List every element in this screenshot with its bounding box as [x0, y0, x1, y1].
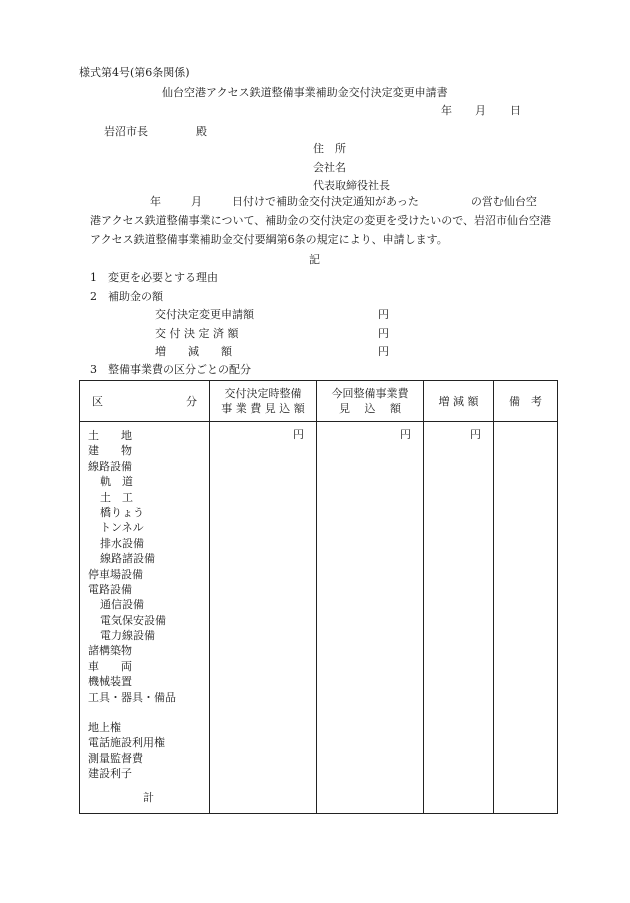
- header-category-left: 区: [92, 394, 103, 408]
- document-title: 仙台空港アクセス鉄道整備事業補助金交付決定変更申請書: [162, 86, 448, 99]
- difference-cell: [424, 422, 494, 814]
- category-item: 地上権: [88, 721, 121, 735]
- header-col2-line2: 見 込 額: [339, 402, 401, 415]
- date-day: 日: [510, 104, 521, 117]
- header-remarks: 備 考: [494, 381, 558, 422]
- category-item: 車 両: [88, 659, 132, 673]
- ki-heading: 記: [309, 253, 320, 266]
- body-text-rest: 港アクセス鉄道整備事業について、補助金の交付決定の変更を受けたいので、岩沼市仙台空港アクセス鉄道整備事業補助金交付要綱第6条の規定により、申請します。: [90, 214, 552, 246]
- section-2: 2 補助金の額: [90, 290, 163, 303]
- header-current-estimate: [317, 381, 424, 422]
- table-header-row: [80, 381, 558, 422]
- addressee-honorific: 殿: [196, 125, 207, 138]
- amount-label-change: 増 減 額: [155, 345, 232, 358]
- header-difference: 増 減 額: [424, 381, 494, 422]
- category-item: 通信設備: [100, 598, 144, 612]
- allocation-table: [79, 380, 558, 814]
- remarks-cell: [494, 422, 558, 814]
- body-text-a: 日付けで補助金交付決定通知があった: [232, 195, 419, 208]
- category-item: 土 工: [100, 490, 133, 504]
- body-year: 年: [150, 195, 161, 208]
- category-item: 諸構築物: [88, 644, 132, 658]
- section-1: 1 変更を必要とする理由: [90, 271, 218, 284]
- header-category: [80, 381, 210, 422]
- category-item: 建設利子: [88, 767, 132, 781]
- category-item: 建 物: [88, 444, 132, 458]
- amount-label-decided: 交 付 決 定 済 額: [155, 327, 239, 340]
- form-number: 様式第4号(第6条関係): [79, 66, 190, 79]
- header-col1-line2: 事 業 費 見 込 額: [221, 402, 305, 415]
- category-item: 排水設備: [100, 536, 144, 550]
- category-item: 線路設備: [88, 459, 132, 473]
- initial-estimate-cell: [210, 422, 317, 814]
- category-item: 電気保安設備: [100, 613, 166, 627]
- category-item: 軌 道: [100, 475, 133, 489]
- yen-unit-col1: 円: [293, 428, 304, 441]
- category-item: 橋りょう: [100, 505, 144, 519]
- table-body-row: [80, 422, 558, 814]
- request-paragraph: [90, 192, 558, 249]
- header-initial-estimate: [210, 381, 317, 422]
- header-col1-line1: 交付決定時整備: [224, 387, 302, 400]
- amount-label-requested: 交付決定変更申請額: [155, 308, 254, 321]
- category-item: 停車場設備: [88, 567, 143, 581]
- yen-unit-col3: 円: [470, 428, 481, 441]
- category-item: 測量監督費: [88, 751, 143, 765]
- yen-unit-col2: 円: [400, 428, 411, 441]
- date-month: 月: [475, 104, 486, 117]
- current-estimate-cell: [317, 422, 424, 814]
- category-item: 工具・器具・備品: [88, 690, 176, 704]
- header-col2-line1: 今回整備事業費: [331, 387, 409, 400]
- category-item: 電話施設利用権: [88, 736, 165, 750]
- applicant-representative: 代表取締役社長: [313, 179, 390, 192]
- category-item: 土 地: [88, 429, 132, 442]
- category-item: 電力線設備: [100, 629, 155, 643]
- category-cell: [80, 422, 210, 814]
- amount-unit-change: 円: [378, 345, 389, 358]
- category-item: 線路諸設備: [100, 552, 155, 566]
- category-item: 機械装置: [88, 675, 132, 689]
- section-3: 3 整備事業費の区分ごとの配分: [90, 363, 251, 376]
- applicant-company: 会社名: [313, 161, 346, 174]
- category-item: [88, 705, 209, 720]
- applicant-address: 住 所: [313, 142, 346, 155]
- amount-unit-requested: 円: [378, 308, 389, 321]
- body-text-b: の営む仙台空: [470, 195, 537, 208]
- addressee-name: 岩沼市長: [104, 125, 148, 138]
- category-list: [80, 422, 209, 805]
- category-item: トンネル: [100, 521, 144, 535]
- header-category-right: 分: [186, 394, 197, 408]
- category-total: 計: [143, 790, 154, 804]
- date-year: 年: [441, 104, 452, 117]
- body-month: 月: [191, 195, 202, 208]
- amount-unit-decided: 円: [378, 327, 389, 340]
- category-item: 電路設備: [88, 582, 132, 596]
